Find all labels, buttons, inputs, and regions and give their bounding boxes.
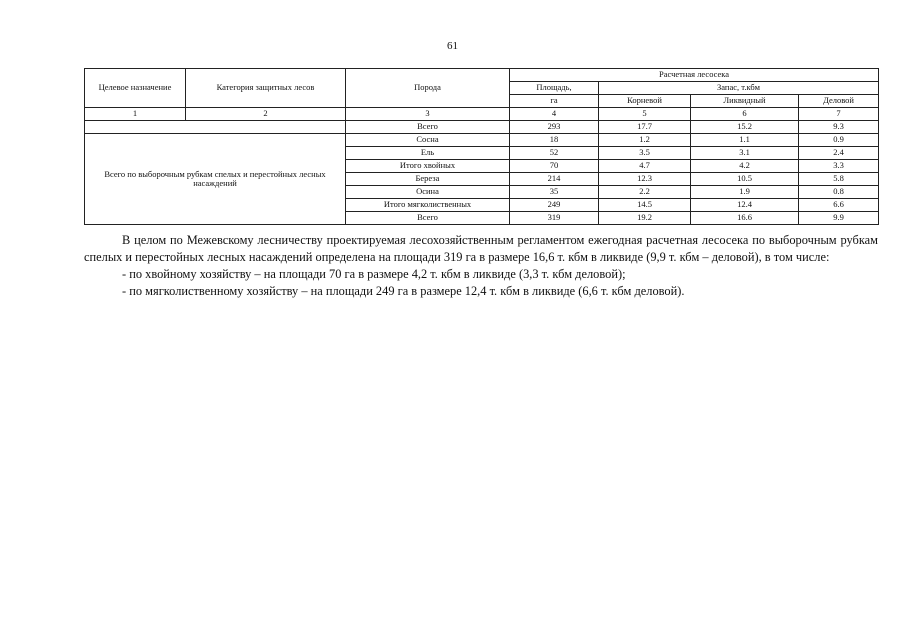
business-cell: 6.6 bbox=[799, 199, 879, 212]
table-row bbox=[85, 134, 879, 147]
header-stock: Запас, т.кбм bbox=[599, 82, 879, 95]
root-cell: 3.5 bbox=[599, 147, 691, 160]
liquid-cell: 1.9 bbox=[691, 186, 799, 199]
column-number: 1 bbox=[85, 108, 186, 121]
liquid-cell: 16.6 bbox=[691, 212, 799, 225]
column-number: 6 bbox=[691, 108, 799, 121]
header-root: Корневой bbox=[599, 95, 691, 108]
species-cell: Итого хвойных bbox=[346, 160, 510, 173]
liquid-cell: 15.2 bbox=[691, 121, 799, 134]
species-cell: Всего bbox=[346, 212, 510, 225]
root-cell: 12.3 bbox=[599, 173, 691, 186]
liquid-cell: 3.1 bbox=[691, 147, 799, 160]
column-number: 7 bbox=[799, 108, 879, 121]
page-number: 61 bbox=[447, 40, 458, 52]
column-number: 4 bbox=[510, 108, 599, 121]
header-row-1 bbox=[85, 69, 879, 82]
area-cell: 70 bbox=[510, 160, 599, 173]
root-cell: 14.5 bbox=[599, 199, 691, 212]
species-cell: Итого мягколиственных bbox=[346, 199, 510, 212]
summary-paragraph: В целом по Межевскому лесничеству проектируемая лесохозяйственным регламентом ежегодная расчетная лесосека по выборочным рубкам спелых и перестойных лесных насаждений определена на площади 319 га в размере 16,6 т. кбм в ликвиде (9,9 т. кбм – деловой), в том числе: bbox=[84, 233, 878, 264]
cutting-area-table bbox=[84, 68, 879, 225]
business-cell: 5.8 bbox=[799, 173, 879, 186]
header-liquid: Ликвидный bbox=[691, 95, 799, 108]
species-cell: Береза bbox=[346, 173, 510, 186]
liquid-cell: 1.1 bbox=[691, 134, 799, 147]
column-number: 5 bbox=[599, 108, 691, 121]
header-species: Порода bbox=[346, 69, 510, 108]
area-cell: 18 bbox=[510, 134, 599, 147]
root-cell: 4.7 bbox=[599, 160, 691, 173]
root-cell: 1.2 bbox=[599, 134, 691, 147]
liquid-cell: 4.2 bbox=[691, 160, 799, 173]
business-cell: 9.9 bbox=[799, 212, 879, 225]
liquid-cell: 12.4 bbox=[691, 199, 799, 212]
area-cell: 52 bbox=[510, 147, 599, 160]
species-cell: Ель bbox=[346, 147, 510, 160]
list-item-softwood: - по мягколиственному хозяйству – на площади 249 га в размере 12,4 т. кбм в ликвиде (6,6 т. кбм деловой). bbox=[122, 284, 685, 298]
root-cell: 2.2 bbox=[599, 186, 691, 199]
header-area-line1: Площадь, bbox=[510, 82, 599, 95]
business-cell: 9.3 bbox=[799, 121, 879, 134]
business-cell: 2.4 bbox=[799, 147, 879, 160]
body-text bbox=[84, 232, 878, 300]
area-cell: 35 bbox=[510, 186, 599, 199]
header-business: Деловой bbox=[799, 95, 879, 108]
liquid-cell: 10.5 bbox=[691, 173, 799, 186]
species-cell: Всего bbox=[346, 121, 510, 134]
header-cutting-area: Расчетная лесосека bbox=[510, 69, 879, 82]
area-cell: 214 bbox=[510, 173, 599, 186]
group-label-cell: Всего по выборочным рубкам спелых и перестойных лесных насаждений bbox=[85, 134, 346, 225]
column-number-row bbox=[85, 108, 879, 121]
header-category: Категория защитных лесов bbox=[186, 69, 346, 108]
species-cell: Осина bbox=[346, 186, 510, 199]
business-cell: 0.9 bbox=[799, 134, 879, 147]
area-cell: 249 bbox=[510, 199, 599, 212]
list-item-coniferous: - по хвойному хозяйству – на площади 70 га в размере 4,2 т. кбм в ликвиде (3,3 т. кбм деловой); bbox=[122, 267, 626, 281]
header-purpose: Целевое назначение bbox=[85, 69, 186, 108]
root-cell: 19.2 bbox=[599, 212, 691, 225]
table-row-total bbox=[85, 121, 879, 134]
root-cell: 17.7 bbox=[599, 121, 691, 134]
column-number: 3 bbox=[346, 108, 510, 121]
area-cell: 319 bbox=[510, 212, 599, 225]
column-number: 2 bbox=[186, 108, 346, 121]
business-cell: 0.8 bbox=[799, 186, 879, 199]
business-cell: 3.3 bbox=[799, 160, 879, 173]
area-cell: 293 bbox=[510, 121, 599, 134]
species-cell: Сосна bbox=[346, 134, 510, 147]
empty-cell bbox=[85, 121, 346, 134]
header-area-line2: га bbox=[510, 95, 599, 108]
